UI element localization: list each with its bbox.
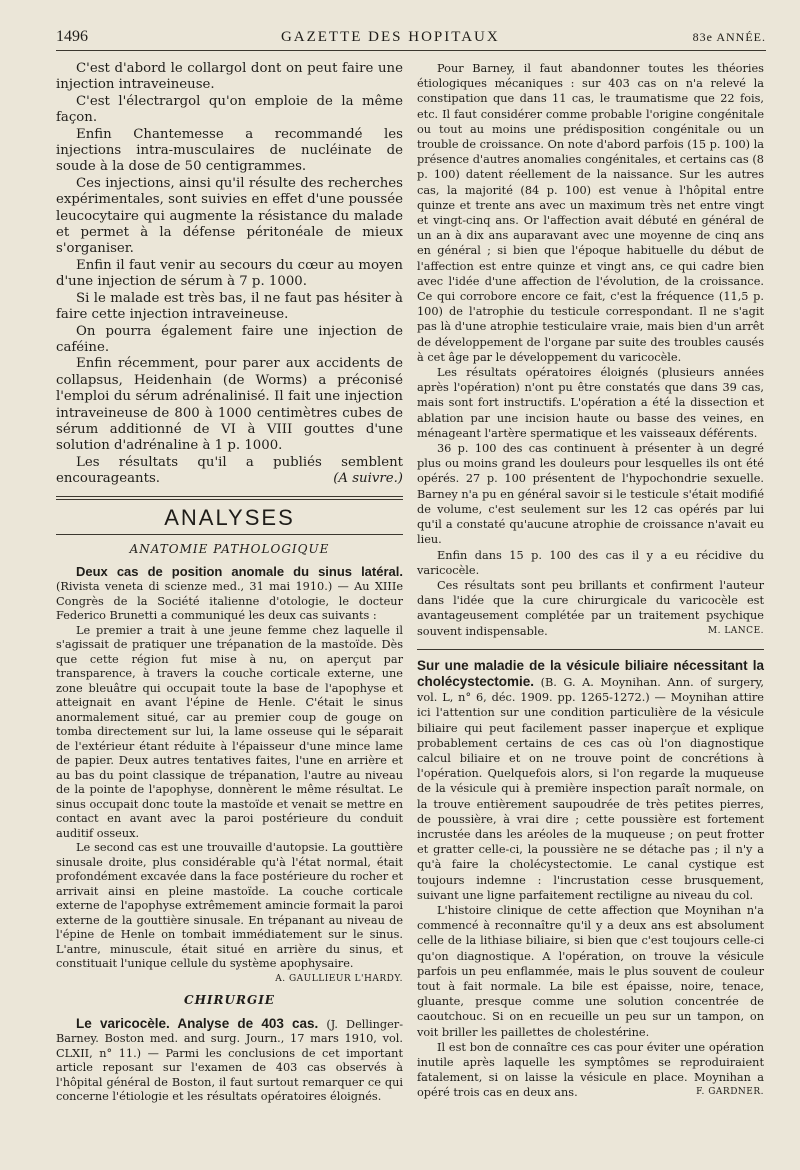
subhead-surgery: CHIRURGIE xyxy=(184,993,275,1008)
paragraph: Enfin récemment, pour parer aux accidents de collapsus, Heidenhain (de Worms) a préconisé l'emploi du sérum adrénalinisé. Il fait une injection intraveineuse de 800 à 1000 centimètres cubes de sérum additionné de VI à VIII gouttes d'une solution d'adrénaline à 1 p. 1000. xyxy=(56,356,403,454)
journal-title: GAZETTE DES HOPITAUX xyxy=(280,29,500,45)
article-sinus xyxy=(56,565,403,987)
paragraph: On pourra également faire une injection de caféine. xyxy=(56,323,403,355)
right-column xyxy=(417,61,764,1105)
article-title: Le varicocèle. Analyse de 403 cas. xyxy=(76,1015,319,1031)
author-signature: M. LANCE. xyxy=(707,625,764,636)
left-column xyxy=(56,61,403,1105)
last-paragraph-text: Ces résultats sont peu brillants et confirment l'auteur dans l'idée que la cure chirurgicale du varicocèle est avantageusement complétée par un traitement psychique souvent indispensable. xyxy=(417,578,764,638)
article-gallbladder xyxy=(417,658,764,1101)
author-signature: A. GAULLIEUR L'HARDY. xyxy=(275,973,403,984)
paragraph: 36 p. 100 des cas continuent à présenter à un degré plus ou moins grand les douleurs pour lesquelles ils ont été opérés. 27 p. 100 présentent de l'hypochondrie sexuelle. Barney n'a pu en général savoir si le testicule s'était modifié de volume, c'est seulement sur les 12 cas opérés par lui qu'il a constaté qu'aucune atrophie de croissance n'avait eu lieu. xyxy=(417,442,765,547)
article-citation: (Rivista veneta di scienze med., 31 mai 1910.) — Au XIIIe Congrès de la Société italienne d'otologie, le docteur Federico Brunetti a communiqué les deux cas suivants : xyxy=(56,580,403,623)
paragraph xyxy=(417,1040,764,1101)
subhead-anatomy: ANATOMIE PATHOLOGIQUE xyxy=(129,541,330,556)
divider xyxy=(417,649,764,650)
paragraph: Enfin Chantemesse a recommandé les injections intra-musculaires de nucléinate de soude à la dose de 50 centigrammes. xyxy=(56,126,403,175)
section-divider xyxy=(56,496,403,500)
page-header xyxy=(56,28,766,51)
paragraph: Si le malade est très bas, il ne faut pas hésiter à faire cette injection intraveineuse. xyxy=(56,290,403,323)
paragraph: L'histoire clinique de cette affection que Moynihan n'a commencé à reconnaître qu'il y a deux ans est absolument celle de la lithiase biliaire, si bien que c'est toujours celle-ci qu'on diagnostique. A l'opération, on trouve la vésicule parfois un peu enflammée, mais le plus souvent de couleur tout à fait normale. La bile est épaisse, noire, tenace, gluante, presque comme une solution concentrée de caoutchouc. Si on en recueille un peu sur un tampon, on voit briller les paillettes de cholestérine. xyxy=(417,903,764,1039)
last-paragraph-text: Les résultats qu'il a publiés semblent encourageants. xyxy=(56,454,403,487)
paragraph: C'est l'électrargol qu'on emploie de la même façon. xyxy=(56,93,403,126)
article-title: Deux cas de position anomale du sinus latéral. xyxy=(76,563,403,579)
article-citation: (B. G. A. Moynihan. Ann. of surgery, vol. L, n° 6, déc. 1909. pp. 1265-1272.) — Moynihan attire ici l'attention sur une condition particulière de la vésicule biliaire qui peut facilement passer inaperçue et explique probablement certains de ces cas où l'on diagnostique calcul biliaire et on ne trouve point de concrétions à l'opération. Quelquefois alors, si l'on regarde la muqueuse de la vésicule qui à première inspection paraît normale, on la trouve entièrement saupoudrée de très petites pierres, de poussière, à vrai dire ; cette poussière est fortement incrustée dans les aréoles de la muqueuse ; on peut frotter et gratter celle-ci, la poussière ne se détache pas ; il n'y a qu'à faire la cholécystectomie. Le canal cystique est toujours indemne : l'incrustation cesse brusquement, suivant une ligne parfaitement rectiligne au niveau du col. xyxy=(417,675,764,902)
paragraph: Enfin dans 15 p. 100 des cas il y a eu récidive du varicocèle. xyxy=(417,548,764,577)
paragraph: Pour Barney, il faut abandonner toutes les théories étiologiques mécaniques : sur 403 cas on n'a relevé la constipation que dans 11 cas, le traumatisme que 22 fois, etc. Il faut considérer comme probable l'origine congénitale ou tout au moins une prédisposition congénitale ou un trouble de croissance. On note d'abord parfois (15 p. 100) la présence d'autres anomalies congénitales, et certains cas (8 p. 100) datent réellement de la naissance. Sur les autres cas, la majorité (84 p. 100) est venue à l'hôpital entre quinze et trente ans avec un maximum très net entre vingt et vingt-cinq ans. Or l'affection avait débuté en général de un an à dix ans auparavant avec une moyenne de cinq ans en général ; si bien que l'époque habituelle du début de l'affection est entre quinze et vingt ans, ce qui cadre bien avec l'idée d'une affection de l'évolution, de la croissance. Ce qui corrobore encore ce fait, c'est la fréquence (11,5 p. 100) de l'atrophie du testicule correspondant. Il ne s'agit pas là d'une atrophie testiculaire vraie, mais bien d'un arrêt de développement de l'organe par suite des troubles causés à cet âge par le développement du varicocèle. xyxy=(417,62,764,364)
last-paragraph-text: Il est bon de connaître ces cas pour éviter une opération inutile après laquelle les symptômes se reproduiraient fatalement, si on laisse la vésicule en place. Moynihan a opéré trois cas en deux ans. xyxy=(417,1040,764,1100)
article-intro xyxy=(56,565,403,624)
paragraph: Les résultats opératoires éloignés (plusieurs années après l'opération) n'ont pu être constatés que dans 39 cas, mais sont fort instructifs. L'opération a été la dissection et ablation par une incision haute ou basse des veines, en ménageant l'artère spermatique et les vaisseaux déférents. xyxy=(417,366,764,440)
to-follow-note: (A suivre.) xyxy=(333,471,403,487)
paragraph xyxy=(56,455,403,488)
paragraph: Enfin il faut venir au secours du cœur au moyen d'une injection de sérum à 7 p. 1000. xyxy=(56,257,403,290)
article-citation: (J. Dellinger-Barney. Boston med. and surg. Journ., 17 mars 1910, vol. CLXII, n° 11.) — Parmi les conclusions de cet important article reposant sur l'examen de 403 cas observés à l'hôpital général de Boston, il faut surtout remarquer ce qui concerne l'étiologie et les résultats opératoires éloignés. xyxy=(56,1017,404,1104)
author-signature: F. GARDNER. xyxy=(696,1087,764,1098)
article-intro xyxy=(417,658,764,903)
paragraph: Ces injections, ainsi qu'il résulte des recherches expérimentales, sont suivies en effet d'une poussée leucocytaire qui augmente la résistance du malade et permet à la défense péritonéale de mieux s'organiser. xyxy=(56,175,403,257)
year-label: 83e ANNÉE. xyxy=(692,30,766,44)
section-title: ANALYSES xyxy=(164,504,295,530)
paragraph: C'est d'abord le collargol dont on peut faire une injection intraveineuse. xyxy=(56,61,403,93)
article-title: Sur une maladie de la vésicule biliaire nécessitant la cholécystectomie. xyxy=(417,657,764,689)
article-varicocele-start xyxy=(56,1017,403,1105)
paragraph: Le premier a trait à une jeune femme chez laquelle il s'agissait de pratiquer une trépanation de la mastoïde. Dès que cette région fut mise à nu, on aperçut par transparence, à travers la couche corticale externe, une zone bleuâtre qui occupait toute la base de l'apophyse et atteignait en avant l'épine de Henle. C'était le sinus anormalement situé, car au premier coup de gouge on tomba directement sur lui, la lame osseuse qui le séparait de l'extérieur étant réduite à l'épaisseur d'une mince lame de papier. Deux autres tentatives faites, l'une en arrière et au bas du point classique de trépanation, l'autre au niveau de la pointe de l'apophyse, donnèrent le même résultat. Le sinus occupait donc toute la mastoïde et venait se mettre en contact en avant avec la paroi postérieure du conduit auditif osseux. xyxy=(56,623,403,840)
divider xyxy=(56,534,403,535)
article-varicocele-continued xyxy=(417,61,764,639)
paragraph xyxy=(417,578,764,639)
page-number: 1496 xyxy=(56,28,88,45)
treatment-continuation xyxy=(56,61,403,488)
columns xyxy=(56,61,766,1105)
article-intro xyxy=(56,1017,403,1105)
paragraph: Le second cas est une trouvaille d'autopsie. La gouttière sinusale droite, plus considérable qu'à l'état normal, était profondément excavée dans la face postérieure du rocher et arrivait ainsi en pleine mastoïde. La couche corticale externe de l'apophyse extrêmement amincie formait la paroi externe de la gouttière sinusale. En trépanant au niveau de l'épine de Henle on tombait immédiatement sur le sinus. L'antre, minuscule, était situé en arrière du sinus, et constituait l'unique cellule du système apophysaire. xyxy=(56,841,403,971)
